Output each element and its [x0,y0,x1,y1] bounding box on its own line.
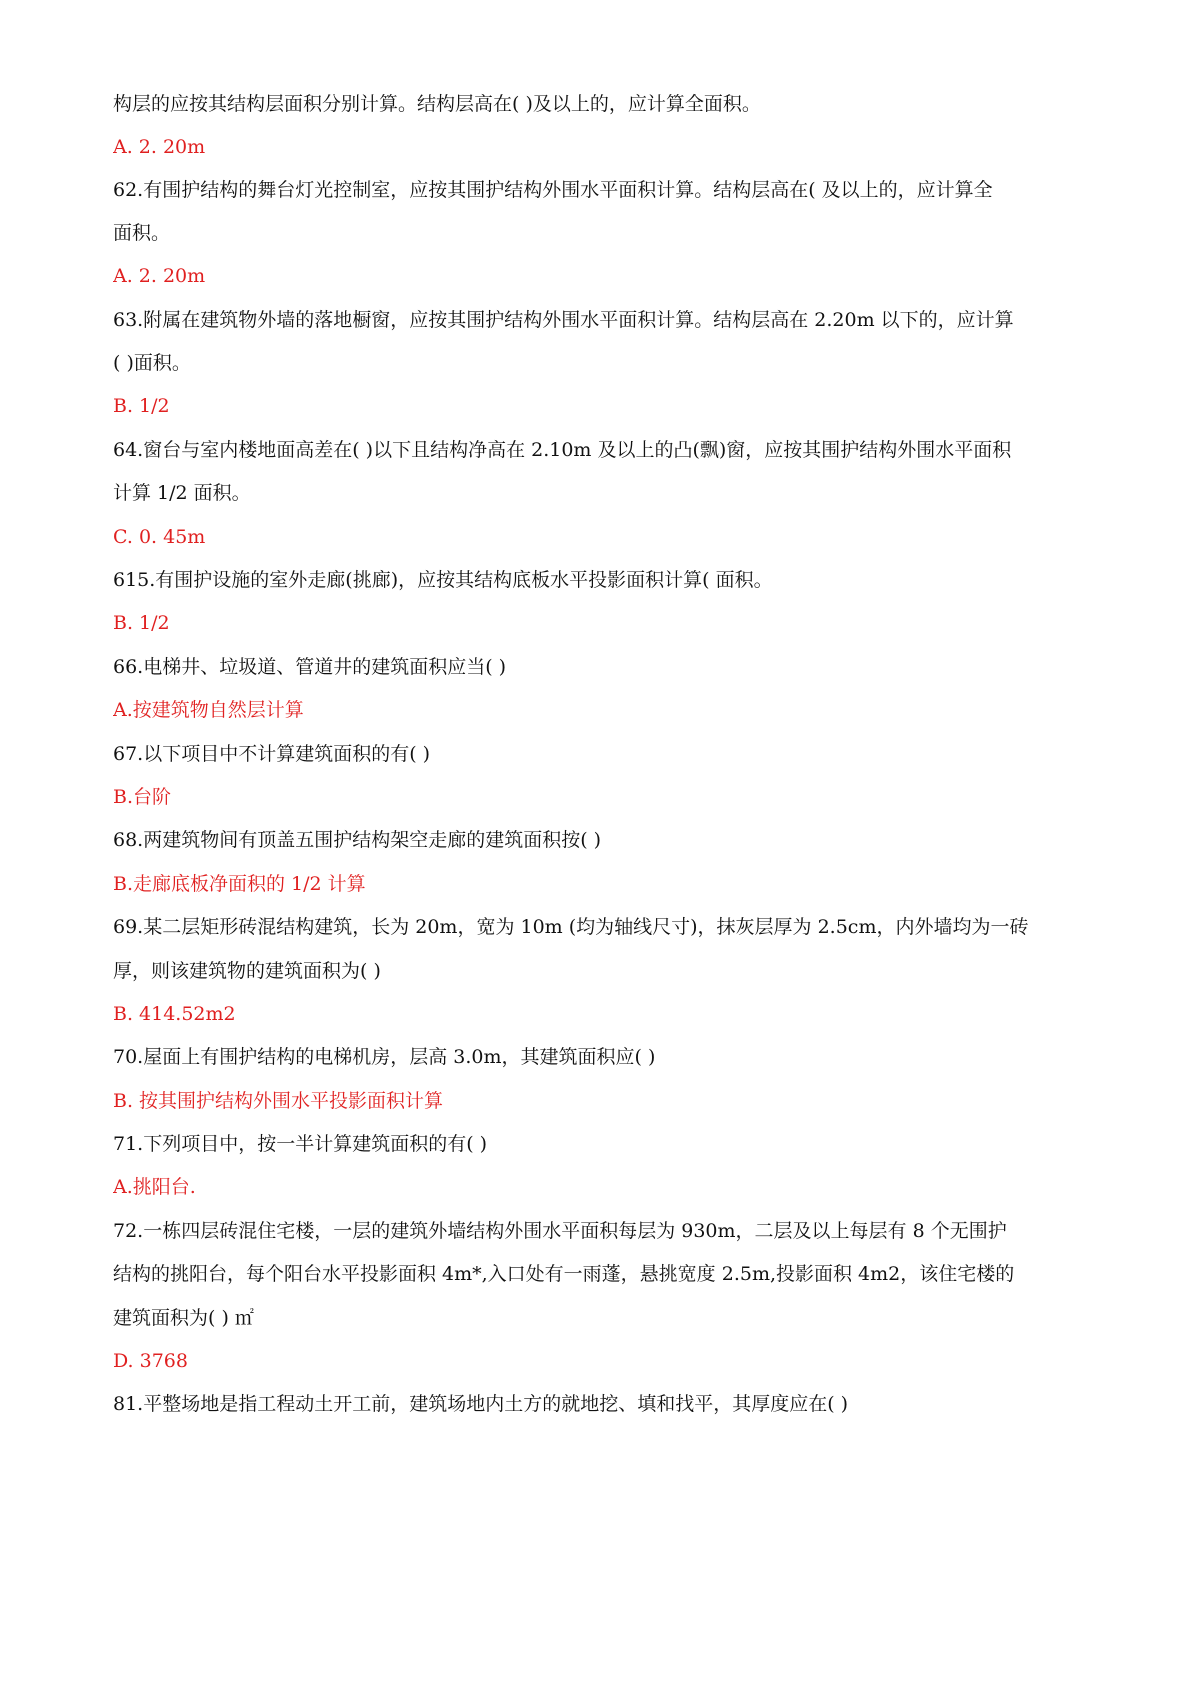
answer-text: B. 按其围护结构外围水平投影面积计算 [113,1090,444,1112]
answer-text: A. 2. 20m [113,265,206,287]
question-text: 62.有围护结构的舞台灯光控制室，应按其围护结构外围水平面积计算。结构层高在( 及以上的，应计算全 [113,179,993,201]
answer-text: B. 1/2 [113,395,170,417]
answer-text: D. 3768 [113,1350,188,1372]
question-text: ( )面积。 [113,352,191,374]
answer-text: A.挑阳台. [113,1176,196,1198]
answer-text: B. 414.52m2 [113,1003,236,1025]
question-text: 构层的应按其结构层面积分别计算。结构层高在( )及以上的，应计算全面积。 [113,93,761,115]
question-text: 72.一栋四层砖混住宅楼，一层的建筑外墙结构外围水平面积每层为 930m，二层及以上每层有 8 个无围护 [113,1220,1007,1242]
question-text: 68.两建筑物间有顶盖五围护结构架空走廊的建筑面积按( ) [113,829,602,851]
question-text: 64.窗台与室内楼地面高差在( )以下且结构净高在 2.10m 及以上的凸(飘)窗，应按其围护结构外围水平面积 [113,439,1012,461]
answer-text: B. 1/2 [113,612,170,634]
question-text: 厚，则该建筑物的建筑面积为( ) [113,960,381,982]
question-text: 计算 1/2 面积。 [113,482,251,504]
question-text: 67.以下项目中不计算建筑面积的有( ) [113,743,431,765]
answer-text: A. 2. 20m [113,136,206,158]
answer-text: B.走廊底板净面积的 1/2 计算 [113,873,366,895]
question-text: 结构的挑阳台，每个阳台水平投影面积 4m*,入口处有一雨蓬，悬挑宽度 2.5m,投影面积 4m2，该住宅楼的 [113,1263,1015,1285]
question-text: 建筑面积为( ) ㎡ [113,1307,254,1329]
answer-text: B.台阶 [113,786,172,808]
question-text: 81.平整场地是指工程动土开工前，建筑场地内土方的就地挖、填和找平，其厚度应在( ) [113,1393,849,1415]
question-text: 63.附属在建筑物外墙的落地橱窗，应按其围护结构外围水平面积计算。结构层高在 2.20m 以下的，应计算 [113,309,1014,331]
question-text: 69.某二层矩形砖混结构建筑，长为 20m，宽为 10m (均为轴线尺寸)，抹灰层厚为 2.5cm，内外墙均为一砖 [113,916,1029,938]
question-text: 70.屋面上有围护结构的电梯机房，层高 3.0m，其建筑面积应( ) [113,1046,656,1068]
question-text: 615.有围护设施的室外走廊(挑廊)，应按其结构底板水平投影面积计算( 面积。 [113,569,773,591]
answer-text: A.按建筑物自然层计算 [113,699,304,721]
question-text: 面积。 [113,222,171,244]
answer-text: C. 0. 45m [113,526,206,548]
question-text: 71.下列项目中，按一半计算建筑面积的有( ) [113,1133,488,1155]
question-text: 66.电梯井、垃圾道、管道井的建筑面积应当( ) [113,656,507,678]
